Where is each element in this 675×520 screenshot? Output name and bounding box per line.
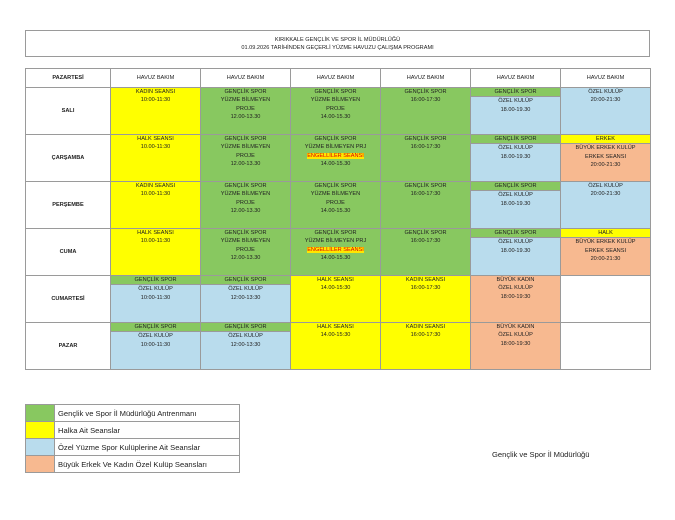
session-text: GENÇLİK SPOR (494, 136, 537, 142)
session-cell (381, 135, 471, 182)
session-text: 10.00-11:30 (140, 238, 171, 245)
session-cell (201, 229, 291, 276)
session-text: 20:00-21:30 (590, 191, 621, 198)
day-row (26, 276, 651, 323)
highlight-badge: ENGELLİLER SEANSI (307, 152, 364, 159)
session-text: GENÇLİK SPOR (134, 324, 177, 330)
day-row (26, 229, 651, 276)
maintenance-cell: HAVUZ BAKIM (111, 69, 201, 88)
session-text: GENÇLİK SPOR (224, 136, 267, 142)
legend-label: Büyük Erkek Ve Kadın Özel Kulüp Seansları (55, 456, 240, 473)
session-text: 10.00-11:30 (140, 144, 171, 151)
session-cell (201, 88, 291, 135)
session-text: KADIN SEANSI (135, 89, 176, 95)
session-text: YÜZME BİLMEYEN (220, 144, 271, 151)
session-cell (291, 323, 381, 370)
title-line-2: 01.09.2026 TARİHİNDEN GEÇERLİ YÜZME HAVUZU ÇALIŞMA PROGRAMI (241, 44, 434, 51)
session-detail-segment (201, 285, 290, 302)
session-cell (381, 276, 471, 323)
session-text: GENÇLİK SPOR (404, 230, 447, 236)
session-text: GENÇLİK SPOR (224, 324, 267, 330)
session-text: YÜZME BİLMEYEN (220, 97, 271, 104)
footer-signature: Gençlik ve Spor İl Müdürlüğü (492, 450, 590, 459)
session-cell (111, 182, 201, 229)
session-detail-segment (471, 144, 560, 161)
session-text: HALK SEANSI (317, 277, 354, 283)
session-header-segment (471, 182, 560, 191)
session-text: ERKEK SEANSI (584, 153, 627, 160)
session-text: 10:00-11:30 (140, 294, 171, 301)
session-text: 20:00-21:30 (590, 256, 621, 263)
session-cell (111, 88, 201, 135)
legend-swatch (26, 422, 55, 439)
title-box (25, 30, 650, 57)
session-text: GENÇLİK SPOR (314, 230, 357, 236)
session-text: PROJE (236, 152, 255, 159)
session-cell (561, 323, 651, 370)
session-cell (381, 88, 471, 135)
day-row (26, 323, 651, 370)
session-text: GENÇLİK SPOR (404, 89, 447, 95)
highlight-line (291, 152, 380, 160)
legend-item (26, 456, 240, 473)
session-cell (381, 229, 471, 276)
session-text: 14.00-15.30 (320, 114, 351, 121)
day-row (26, 135, 651, 182)
highlight-line (291, 246, 380, 254)
session-text: ÖZEL KULÜP (498, 145, 533, 152)
session-text: GENÇLİK SPOR (404, 183, 447, 189)
session-text: GENÇLİK SPOR (224, 277, 267, 283)
session-text: KADIN SEANSI (135, 183, 176, 189)
session-text: 14.00-15.30 (320, 208, 351, 215)
session-text: ÖZEL KULÜP (588, 89, 623, 95)
session-text: GENÇLİK SPOR (494, 230, 537, 236)
session-text: ÖZEL KULÜP (498, 239, 533, 246)
schedule-body (26, 69, 651, 370)
maintenance-cell: HAVUZ BAKIM (381, 69, 471, 88)
session-text: YÜZME BİLMEYEN PRJ (304, 238, 367, 245)
session-text: PROJE (236, 199, 255, 206)
session-text: 12.00-13.30 (230, 255, 261, 262)
session-cell (471, 88, 561, 135)
session-cell (561, 276, 651, 323)
session-text: KADIN SEANSI (405, 277, 446, 283)
session-text: GENÇLİK SPOR (224, 230, 267, 236)
session-header-segment (471, 135, 560, 144)
session-text: GENÇLİK SPOR (314, 183, 357, 189)
session-header-segment (561, 135, 650, 144)
session-text: YÜZME BİLMEYEN (220, 191, 271, 198)
legend-label: Halka Ait Seanslar (55, 422, 240, 439)
session-text: 18:00-19:30 (500, 293, 531, 300)
day-label: SALI (26, 88, 111, 135)
session-cell (111, 135, 201, 182)
session-text: PROJE (326, 105, 345, 112)
session-text: 12:00-13:30 (230, 341, 261, 348)
legend-swatch (26, 439, 55, 456)
session-header-segment (561, 229, 650, 238)
session-cell (381, 182, 471, 229)
legend (25, 404, 240, 473)
session-text: PROJE (236, 246, 255, 253)
session-text: ÖZEL KULÜP (498, 192, 533, 199)
session-cell (201, 182, 291, 229)
session-detail-segment (471, 97, 560, 114)
maintenance-row (26, 69, 651, 88)
session-cell (201, 276, 291, 323)
session-text: 16:00-17:30 (410, 238, 441, 245)
session-cell (111, 229, 201, 276)
session-detail-segment (111, 285, 200, 302)
day-label: ÇARŞAMBA (26, 135, 111, 182)
legend-swatch (26, 456, 55, 473)
session-header-segment (111, 323, 200, 332)
legend-item (26, 439, 240, 456)
session-cell (291, 88, 381, 135)
session-text: 14.00-15:30 (320, 332, 351, 339)
session-cell (561, 88, 651, 135)
session-text: GENÇLİK SPOR (494, 89, 537, 95)
session-detail-segment (471, 191, 560, 208)
session-text: BÜYÜK KADIN (496, 277, 535, 283)
session-text: PROJE (326, 199, 345, 206)
session-cell (111, 276, 201, 323)
session-cell (201, 135, 291, 182)
maintenance-cell: HAVUZ BAKIM (561, 69, 651, 88)
session-text: ÖZEL KULÜP (588, 183, 623, 189)
session-text: ÖZEL KULÜP (138, 333, 173, 340)
day-row (26, 88, 651, 135)
maintenance-cell: HAVUZ BAKIM (291, 69, 381, 88)
session-text: 12:00-13:30 (230, 294, 261, 301)
session-text: ÖZEL KULÜP (498, 332, 533, 339)
title-line-1: KIRIKKALE GENÇLİK VE SPOR İL MÜDÜRLÜĞÜ (274, 36, 401, 43)
session-cell (561, 182, 651, 229)
session-cell (291, 182, 381, 229)
day-label: CUMARTESİ (26, 276, 111, 323)
maintenance-cell: HAVUZ BAKIM (471, 69, 561, 88)
session-text: 16:00-17:30 (410, 332, 441, 339)
session-text: BÜYÜK ERKEK KULÜP (575, 145, 636, 152)
session-header-segment (471, 229, 560, 238)
session-text: ÖZEL KULÜP (498, 98, 533, 105)
legend-label: Özel Yüzme Spor Kulüplerine Ait Seanslar (55, 439, 240, 456)
session-cell (291, 276, 381, 323)
session-text: 16:00-17:30 (410, 191, 441, 198)
day-label: PAZARTESİ (26, 69, 111, 88)
session-text: BÜYÜK ERKEK KULÜP (575, 239, 636, 246)
session-cell (381, 323, 471, 370)
session-text: HALK (598, 230, 613, 236)
session-text: 20:00-21:30 (590, 162, 621, 169)
session-detail-segment (471, 238, 560, 255)
session-cell (561, 229, 651, 276)
session-text: ÖZEL KULÜP (228, 286, 263, 293)
session-cell (471, 135, 561, 182)
legend-item (26, 422, 240, 439)
day-row (26, 182, 651, 229)
day-label: PAZAR (26, 323, 111, 370)
session-text: YÜZME BİLMEYEN (220, 238, 271, 245)
session-text: YÜZME BİLMEYEN (310, 97, 361, 104)
session-text: ÖZEL KULÜP (498, 285, 533, 292)
session-text: 18.00-19.30 (500, 200, 531, 207)
session-text: KADIN SEANSI (405, 324, 446, 330)
legend-body (26, 405, 240, 473)
session-text: 12.00-13.30 (230, 114, 261, 121)
legend-label: Gençlik ve Spor İl Müdürlüğü Antrenmanı (55, 405, 240, 422)
schedule-table (25, 68, 651, 370)
session-text: YÜZME BİLMEYEN PRJ (304, 144, 367, 151)
session-text: 16:00-17:30 (410, 144, 441, 151)
session-text: 20:00-21:30 (590, 97, 621, 104)
session-cell (201, 323, 291, 370)
maintenance-cell: HAVUZ BAKIM (201, 69, 291, 88)
session-text: 18:00-19:30 (500, 340, 531, 347)
session-cell (471, 276, 561, 323)
session-cell (291, 135, 381, 182)
session-cell (471, 323, 561, 370)
session-text: ÖZEL KULÜP (138, 286, 173, 293)
session-cell (561, 135, 651, 182)
session-detail-segment (111, 332, 200, 349)
session-header-segment (201, 276, 290, 285)
legend-item (26, 405, 240, 422)
session-text: 10:00-11:30 (140, 97, 171, 104)
session-text: GENÇLİK SPOR (314, 136, 357, 142)
session-text: GENÇLİK SPOR (314, 89, 357, 95)
session-text: 16:00-17:30 (410, 285, 441, 292)
session-header-segment (201, 323, 290, 332)
session-header-segment (111, 276, 200, 285)
session-text: ERKEK SEANSI (584, 247, 627, 254)
session-cell (111, 323, 201, 370)
day-label: PERŞEMBE (26, 182, 111, 229)
session-text: YÜZME BİLMEYEN (310, 191, 361, 198)
session-cell (291, 229, 381, 276)
legend-swatch (26, 405, 55, 422)
session-text: 12.00-13.30 (230, 208, 261, 215)
session-cell (471, 229, 561, 276)
session-text: 18.00-19.30 (500, 153, 531, 160)
session-header-segment (471, 88, 560, 97)
session-text: 14.00-15.30 (320, 255, 351, 262)
session-text: GENÇLİK SPOR (224, 89, 267, 95)
session-text: 18.00-19.30 (500, 106, 531, 113)
session-text: ÖZEL KULÜP (228, 333, 263, 340)
session-text: 14.00-15:30 (320, 285, 351, 292)
session-text: 10.00-11:30 (140, 191, 171, 198)
session-text: GENÇLİK SPOR (224, 183, 267, 189)
session-text: GENÇLİK SPOR (404, 136, 447, 142)
session-text: 18.00-19.30 (500, 247, 531, 254)
session-text: BÜYÜK KADIN (496, 324, 535, 330)
session-detail-segment (561, 238, 650, 263)
session-text: 14.00-15.30 (320, 161, 351, 168)
session-text: PROJE (236, 105, 255, 112)
session-detail-segment (561, 144, 650, 169)
session-text: HALK SEANSI (137, 230, 174, 236)
session-text: 10:00-11:30 (140, 341, 171, 348)
session-text: 12.00-13.30 (230, 161, 261, 168)
session-detail-segment (201, 332, 290, 349)
session-text: HALK SEANSI (317, 324, 354, 330)
session-text: HALK SEANSI (137, 136, 174, 142)
day-label: CUMA (26, 229, 111, 276)
session-cell (471, 182, 561, 229)
session-text: 16:00-17:30 (410, 97, 441, 104)
session-text: GENÇLİK SPOR (134, 277, 177, 283)
session-text: ERKEK (596, 136, 615, 142)
highlight-badge: ENGELLİLER SEANSI (307, 246, 364, 253)
session-text: GENÇLİK SPOR (494, 183, 537, 189)
